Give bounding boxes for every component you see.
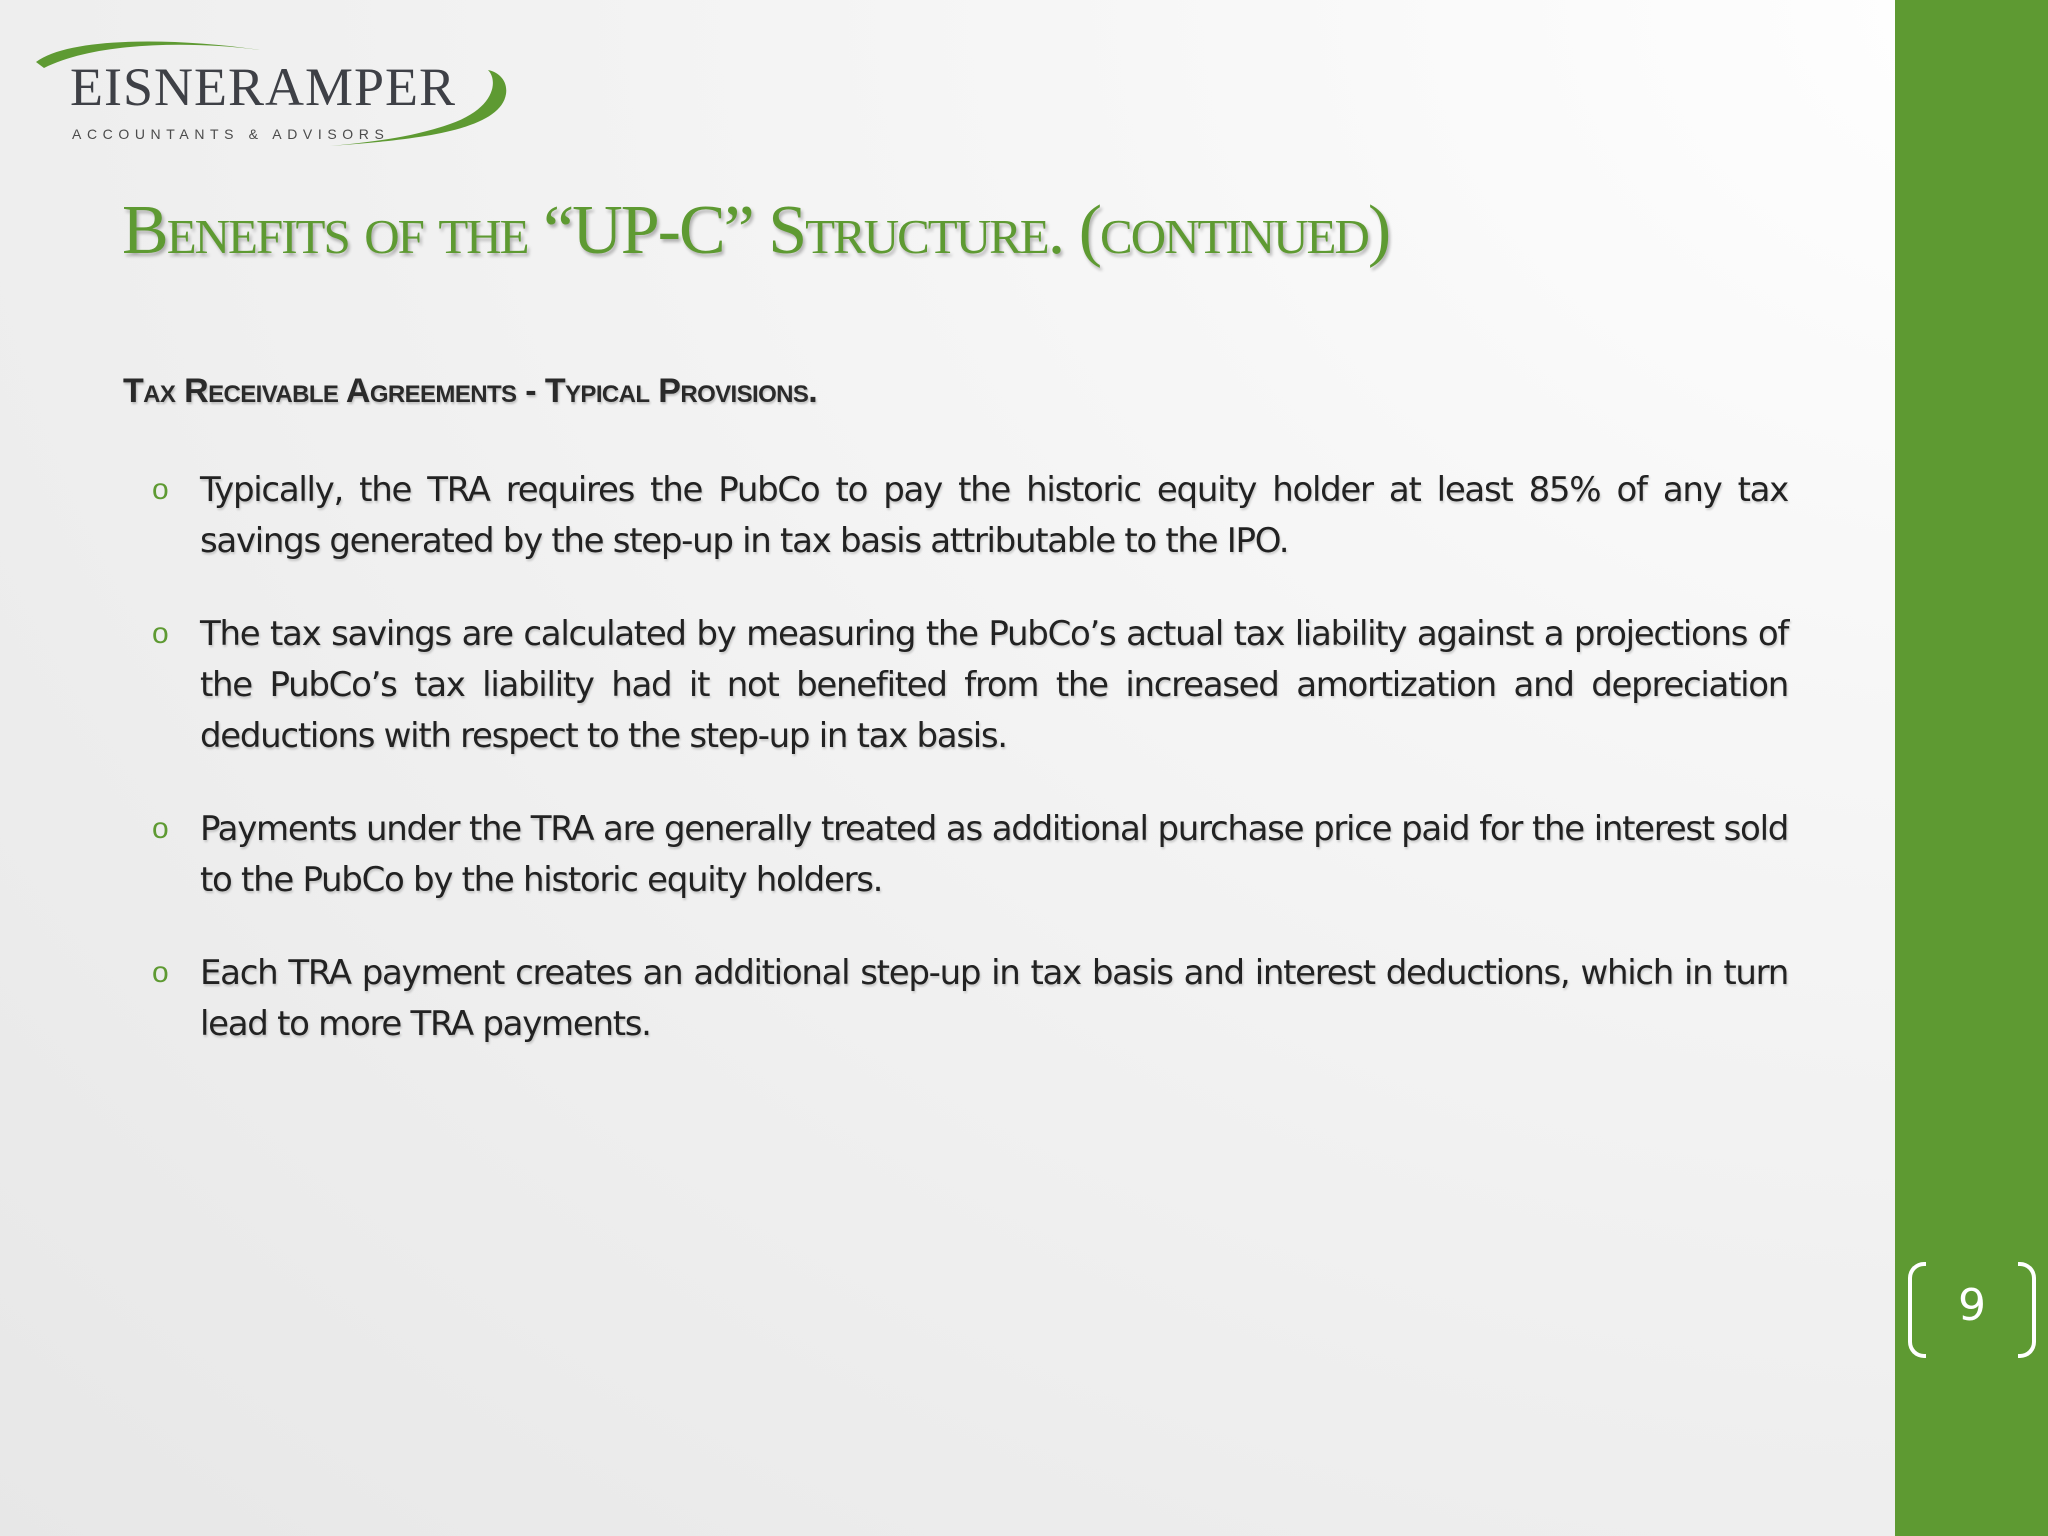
bullet-item (146, 609, 1788, 762)
bullet-circle-icon: o (152, 956, 169, 989)
logo-tagline: ACCOUNTANTS & ADVISORS (72, 126, 390, 142)
bullet-item (146, 948, 1788, 1050)
page-number-frame (1908, 1262, 2036, 1356)
section-subheading: Tax Receivable Agreements - Typical Provisions. (123, 372, 818, 410)
bullet-text: The tax savings are calculated by measuring the PubCo’s actual tax liability against a projections of the PubCo’s tax liability had it not benefited from the increased amortization and depreciation deductions with respect to the step-up in tax basis. (200, 614, 1788, 756)
bullet-list (146, 465, 1788, 1092)
slide-title: Benefits of the “UP-C” Structure. (continued) (122, 192, 1390, 269)
bullet-item (146, 804, 1788, 906)
logo-name: EISNERAMPER (70, 57, 457, 117)
logo-wordmark (70, 57, 457, 117)
bullet-text: Each TRA payment creates an additional step-up in tax basis and interest deductions, which in turn lead to more TRA payments. (200, 953, 1788, 1044)
eisneramper-logo (30, 36, 520, 148)
page-number: 9 (1958, 1280, 1986, 1331)
bullet-circle-icon: o (152, 617, 169, 650)
bullet-item (146, 465, 1788, 567)
bullet-text: Typically, the TRA requires the PubCo to pay the historic equity holder at least 85% of any tax savings generated by the step-up in tax basis attributable to the IPO. (200, 470, 1788, 561)
bullet-circle-icon: o (152, 473, 169, 506)
bullet-circle-icon: o (152, 812, 169, 845)
bullet-text: Payments under the TRA are generally treated as additional purchase price paid for the interest sold to the PubCo by the historic equity holders. (200, 809, 1788, 900)
